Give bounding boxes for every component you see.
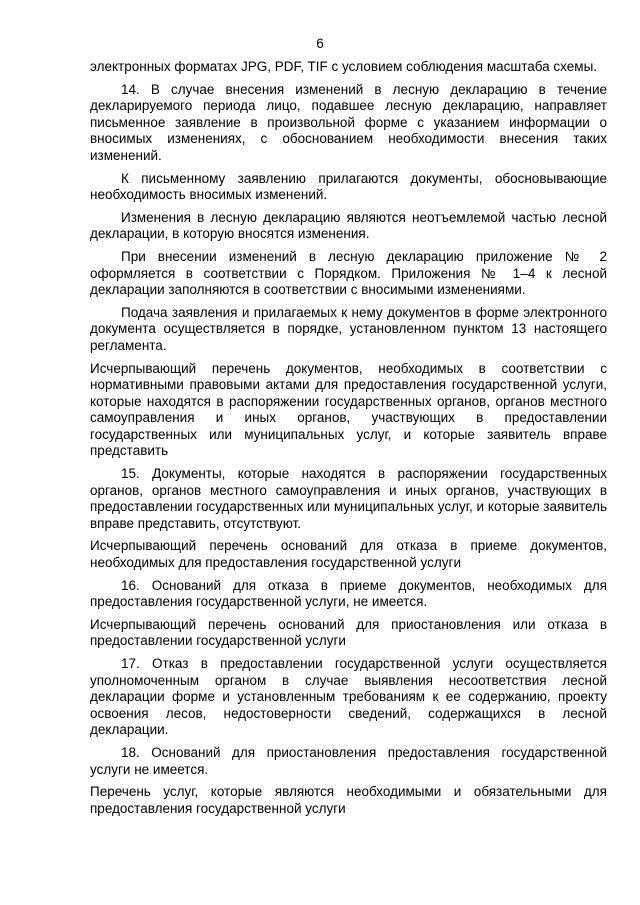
section-heading-required-services: Перечень услуг, которые являются необходимыми и обязательными для предоставления государственной услуги	[90, 784, 607, 816]
paragraph-electronic-submission: Подача заявления и прилагаемых к нему документов в форме электронного документа осуществляется в порядке, установленном пунктом 13 настоящего регламента.	[90, 304, 607, 353]
paragraph-scheme-formats: электронных форматах JPG, PDF, TIF с условием соблюдения масштаба схемы.	[90, 59, 598, 74]
paragraph-item-18: 18. Оснований для приостановления предоставления государственной услуги не имеется.	[90, 744, 607, 777]
document-body	[90, 59, 607, 823]
paragraph-changes-integral: Изменения в лесную декларацию являются неотъемлемой частью лесной декларации, в которую вносятся изменения.	[90, 209, 607, 242]
section-heading-suspension-refusal: Исчерпывающий перечень оснований для приостановления или отказа в предоставлении государственной услуги	[90, 616, 607, 649]
paragraph-attachments: К письменному заявлению прилагаются документы, обосновывающие необходимость вносимых изменений.	[90, 170, 607, 203]
section-heading-documents-list: Исчерпывающий перечень документов, необходимых в соответствии с нормативными правовыми актами для предоставления государственной услуги, которые находятся в распоряжении государственных органов, органов местного самоуправления и иных органов, участвующих в предоставлении государственных или муниципальных услуг, и которые заявитель вправе представить	[90, 360, 607, 459]
paragraph-appendix-2: При внесении изменений в лесную декларацию приложение № 2 оформляется в соответствии с Порядком. Приложения № 1–4 к лесной декларации заполняются в соответствии с вносимыми изменениями.	[90, 248, 607, 298]
paragraph-item-17: 17. Отказ в предоставлении государственной услуги осуществляется уполномоченным органом в случае выявления несоответствия лесной декларации форме и установленным требованиям к ее содержанию, проекту освоения лесов, недостоверности сведений, содержащихся в лесной декларации.	[90, 656, 607, 738]
paragraph-item-16: 16. Оснований для отказа в приеме документов, необходимых для предоставления государственной услуги, не имеется.	[90, 577, 607, 610]
page-number: 6	[316, 36, 324, 51]
section-heading-refusal-acceptance: Исчерпывающий перечень оснований для отказа в приеме документов, необходимых для предоставления государственной услуги	[90, 538, 607, 571]
paragraph-item-15: 15. Документы, которые находятся в распоряжении государственных органов, органов местного самоуправления и иных органов, участвующих в предоставлении государственных или муниципальных услуг, и которые заявитель вправе представить, отсутствуют.	[90, 466, 607, 531]
paragraph-item-14: 14. В случае внесения изменений в лесную декларацию в течение декларируемого периода лицо, подавшее лесную декларацию, направляет письменное заявление в произвольной форме с указанием информации о вносимых изменениях, с обоснованием необходимости внесения таких изменений.	[90, 81, 607, 163]
